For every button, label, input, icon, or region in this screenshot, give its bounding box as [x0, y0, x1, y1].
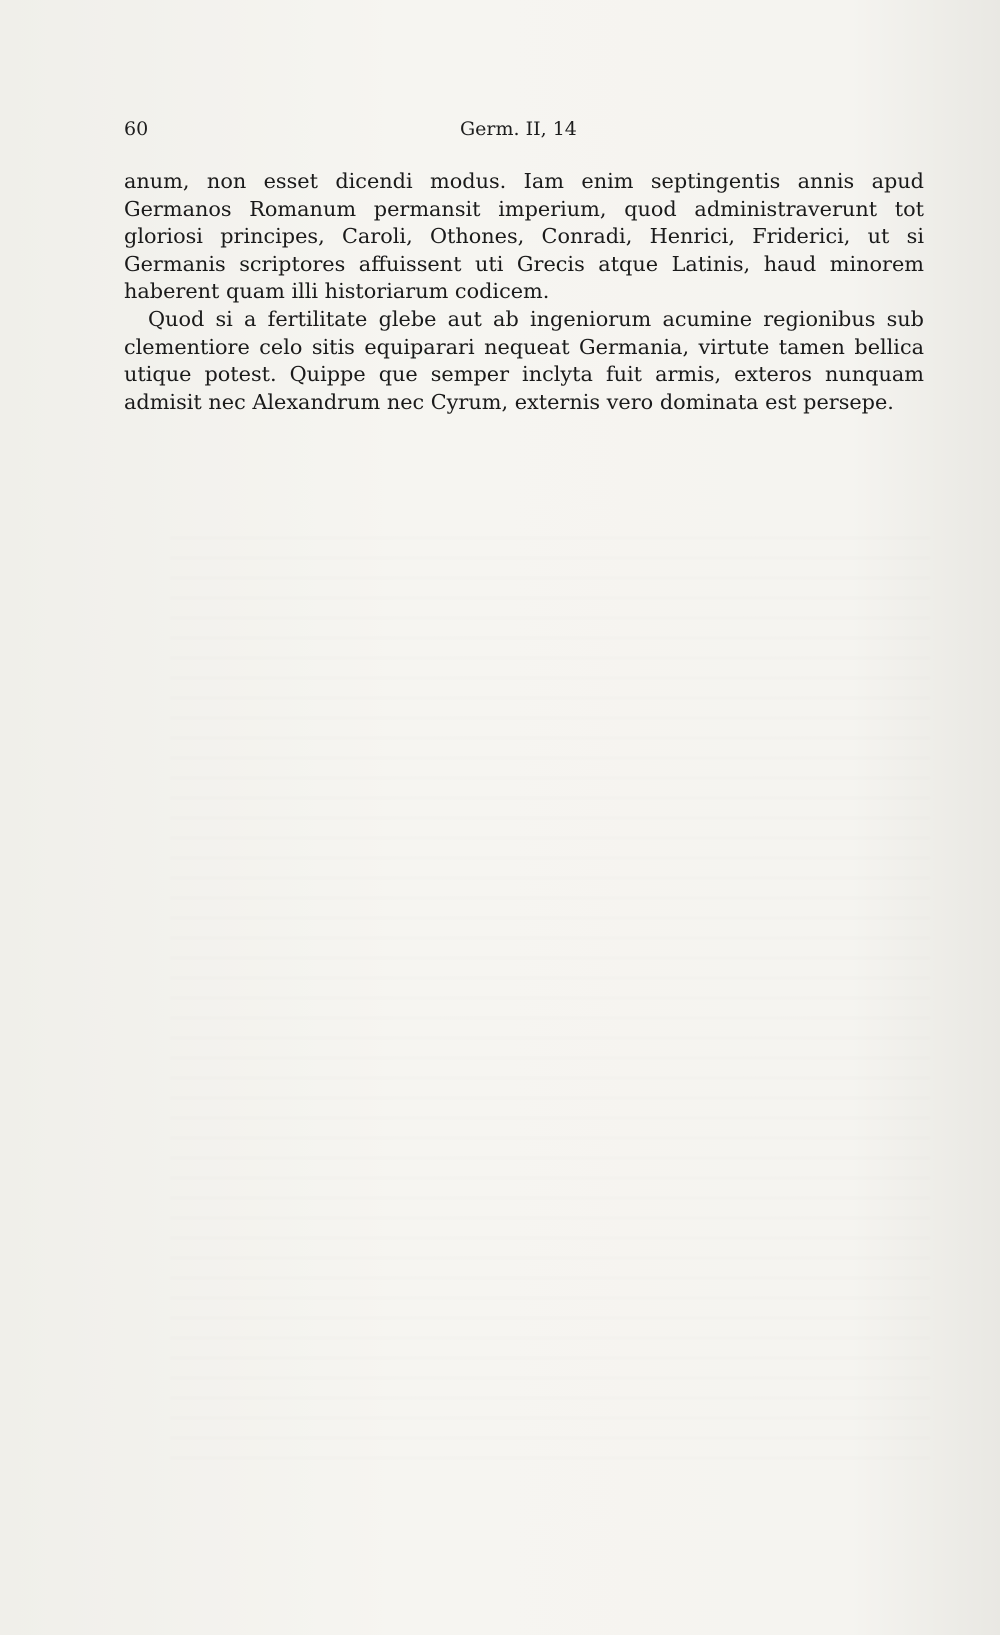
paragraph: Quod si a fertilitate glebe aut ab ingeniorum acumine regionibus sub clementiore celo sitis equiparari nequeat Germania, virtute tamen bellica utique potest. Quippe que semper inclyta fuit armis, exteros nunquam admisit nec Alexandrum nec Cyrum, externis vero dominata est persepe.	[124, 306, 924, 414]
show-through-text	[170, 520, 930, 1460]
page-header	[124, 118, 936, 148]
running-head: Germ. II, 14	[460, 118, 577, 140]
paragraph: anum, non esset dicendi modus. Iam enim septingentis annis apud Germanos Romanum permansit imperium, quod administraverunt tot gloriosi principes, Caroli, Othones, Conradi, Henrici, Friderici, ut si Germanis scriptores affuissent uti Grecis atque Latinis, haud minorem haberent quam illi historiarum codicem.	[124, 169, 924, 304]
page-number: 60	[124, 118, 149, 140]
main-text	[124, 168, 924, 416]
